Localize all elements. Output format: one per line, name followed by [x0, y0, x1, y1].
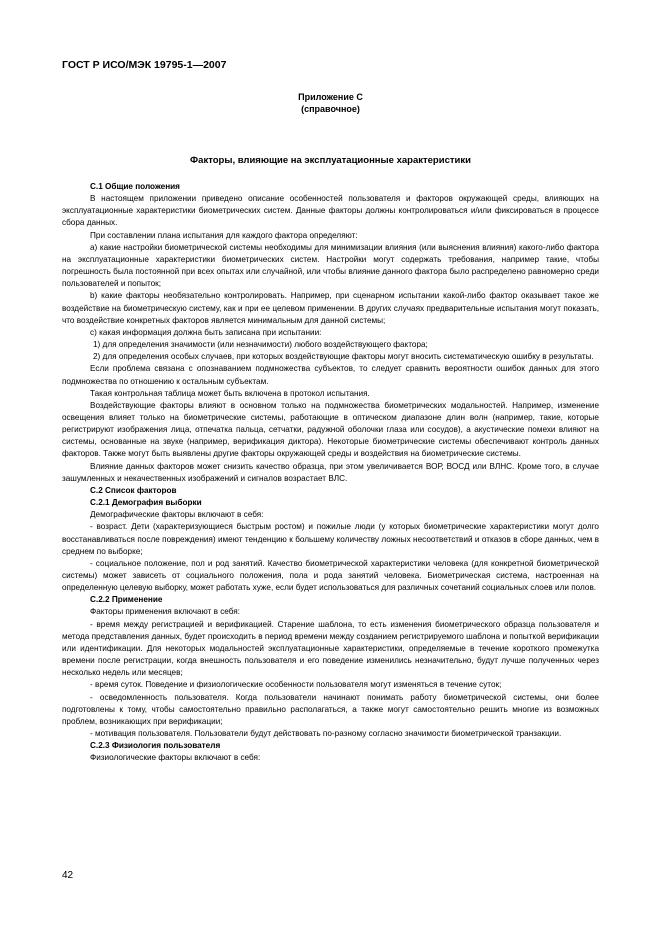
- sub-item: 2) для определения особых случаев, при которых воздействующие факторы могут вносить систематическую ошибку в результаты.: [93, 352, 594, 362]
- paragraph: - социальное положение, пол и род занятий. Качество биометрической характеристики человека (для конкретной биометрической системы) может зависеть от социального положения, пола и рода занятий человека. Биометрическая система, настроенная на определенную целевую выборку, может работать хуже, если будет использоваться для различных сочетаний социальных слоев или полов.: [62, 558, 599, 593]
- paragraph: Такая контрольная таблица может быть включена в протокол испытания.: [90, 388, 370, 398]
- section-heading: С.2 Список факторов: [90, 485, 177, 495]
- paragraph: Демографические факторы включают в себя:: [90, 510, 264, 520]
- section-heading: С.2.1 Демография выборки: [90, 498, 202, 508]
- paragraph: - мотивация пользователя. Пользователи будут действовать по-разному согласно значимости биометрической транзакции.: [90, 729, 562, 739]
- sub-item: 1) для определения значимости (или незначимости) любого воздействующего фактора;: [93, 340, 428, 350]
- section-heading: С.2.3 Физиология пользователя: [90, 741, 221, 751]
- paragraph: - осведомленность пользователя. Когда пользователи начинают понимать работу биометрической системы, они более подготовлены к тому, чтобы самостоятельно правильно располагаться, а также могут самостоятельно решить многие из возможных проблем, возникающих при верификации;: [62, 692, 599, 726]
- paragraph: b) какие факторы необязательно контролировать. Например, при сценарном испытании какой-либо фактор оказывает такое же воздействие на биометрическую систему, как и при ее целевом применении. В других случаях предварительные испытания могут показать, что воздействие конкретных факторов является минимальным для данной системы;: [62, 291, 599, 325]
- paragraph: В настоящем приложении приведено описание особенностей пользователя и факторов окружающей среды, влияющих на эксплуатационные характеристики биометрических систем. Данные факторы должны контролироваться и/или фиксироваться в процессе сбора данных.: [62, 194, 599, 228]
- paragraph: Физиологические факторы включают в себя:: [90, 753, 261, 763]
- paragraph: При составлении плана испытания для каждого фактора определяют:: [90, 230, 358, 240]
- paragraph: с) какая информация должна быть записана при испытании:: [90, 327, 322, 337]
- body-text: [62, 181, 599, 765]
- annex-title: Приложение С: [298, 92, 363, 102]
- paragraph: Воздействующие факторы влияют в основном только на подмножества биометрических модальностей. Например, изменение освещения влияет только на биометрические системы, работающие в оптическом диапазоне длин волн (например, такие, которые регистрируют изображения лица, отпечатка пальца, сетчатки, радужной оболочки глаза или сосудов), а акустические помехи влияют на системы, основанные на звуке (например, верификация диктора). Некоторые биометрические системы обеспечивают контроль данных факторов. Также могут быть выявлены другие факторы окружающей среды и воздействия на биометрические системы.: [62, 400, 599, 459]
- paragraph: - время суток. Поведение и физиологические особенности пользователя могут изменяться в течение суток;: [90, 680, 502, 690]
- main-title: Факторы, влияющие на эксплуатационные характеристики: [190, 155, 471, 166]
- annex-subtitle: (справочное): [301, 104, 360, 114]
- standard-code: ГОСТ Р ИСО/МЭК 19795-1—2007: [62, 59, 227, 71]
- paragraph: - возраст. Дети (характеризующиеся быстрым ростом) и пожилые люди (у которых биометрические характеристики могут долго восстанавливаться после повреждения) имеют тенденцию к большему количеству ложных несоответствий и отказов в сборе данных, чем в среднем по выборке;: [62, 522, 599, 556]
- paragraph: Факторы применения включают в себя:: [90, 607, 240, 617]
- paragraph: - время между регистрацией и верификацией. Старение шаблона, то есть изменения биометрического образца пользователя и метода представления данных, будет происходить в период времени между созданием регистрируемого шаблона и попыткой верификации или идентификации. Для некоторых модальностей эксплуатационные характеристики, определяемые в течение короткого промежутка времени после регистрации, когда внешность пользователя и его поведение изменились незначительно, будут лучше полученных через несколько недель или месяцев;: [62, 619, 599, 678]
- section-heading: С.1 Общие положения: [90, 182, 180, 191]
- paragraph: Если проблема связана с опознаванием подмножества субъектов, то следует сравнить вероятности ошибок данных для этого подмножества по отношению к остальным субъектам.: [62, 364, 599, 386]
- paragraph: Влияние данных факторов может снизить качество образца, при этом увеличивается ВОР, ВОСД или ВЛНС. Кроме того, в случае зашумленных и некачественных изображений и сигналов возрастает ВЛС.: [62, 461, 599, 483]
- section-heading: С.2.2 Применение: [90, 595, 163, 605]
- page-number: 42: [62, 870, 74, 881]
- paragraph: а) какие настройки биометрической системы необходимы для минимизации влияния (или выяснения влияния) какого-либо фактора на эксплуатационные характеристики биометрических систем. Настройки могут содержать требования, например такие, чтобы погрешность была постоянной при всех опытах или случайной, или чтобы влияние данного фактора было распределено равномерно среди пользователей и попыток;: [62, 242, 599, 289]
